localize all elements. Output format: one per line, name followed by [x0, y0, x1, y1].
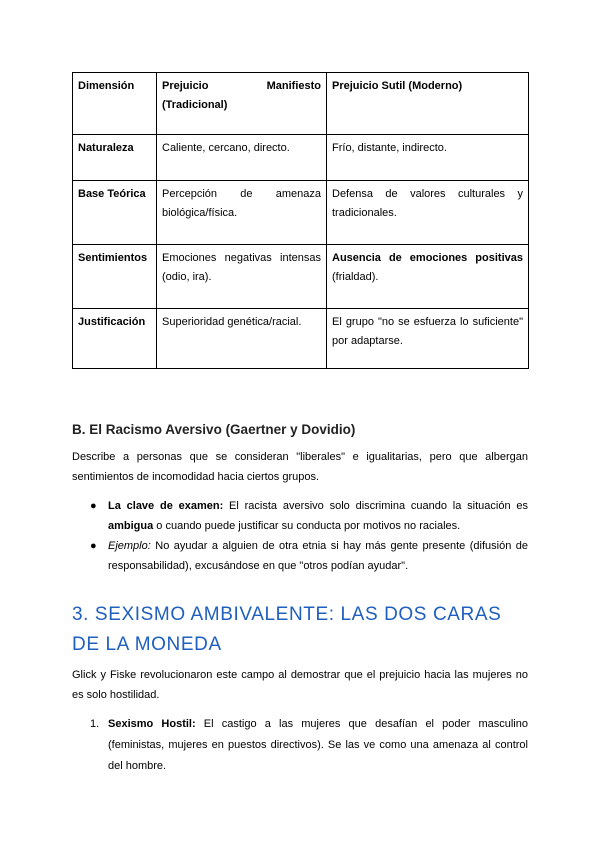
bullet-italic-lead: Ejemplo:: [108, 540, 151, 552]
bullet-icon: ●: [90, 500, 97, 512]
section-b-heading: B. El Racismo Aversivo (Gaertner y Dovidio): [72, 422, 356, 437]
section-3-heading: 3. SEXISMO AMBIVALENTE: LAS DOS CARAS DE LA MONEDA: [72, 604, 502, 655]
header-subtle: Prejuicio Sutil (Moderno): [327, 73, 529, 135]
manifest-cell: Superioridad genética/racial.: [157, 309, 327, 369]
row-label: Naturaleza: [73, 135, 157, 181]
section-b-intro: Describe a personas que se consideran "liberales" e igualitarias, pero que albergan sentimientos de incomodidad hacia ciertos grupos.: [72, 451, 528, 483]
prejudice-comparison-table: [72, 72, 529, 369]
item-text: El castigo a las mujeres que desafían el poder masculino (feministas, mujeres en puestos directivos). Se las ve como una amenaza al control del hombre.: [108, 718, 528, 772]
bullet-text-cont: o cuando puede justificar su conducta por motivos no raciales.: [153, 520, 461, 532]
subtle-cell: Frío, distante, indirecto.: [327, 135, 529, 181]
section-b-bullet-list: [72, 496, 528, 576]
manifest-cell: Caliente, cercano, directo.: [157, 135, 327, 181]
list-item: [72, 536, 528, 576]
bullet-icon: ●: [90, 540, 97, 552]
table-row: [73, 245, 529, 309]
row-label: Sentimientos: [73, 245, 157, 309]
header-dimension: Dimensión: [73, 73, 157, 135]
subtle-cell: Defensa de valores culturales y tradicionales.: [327, 181, 529, 245]
row-label: Justificación: [73, 309, 157, 369]
bullet-text: No ayudar a alguien de otra etnia si hay más gente presente (difusión de responsabilidad), excusándose en que "otros podían ayudar".: [108, 540, 528, 572]
table-row: [73, 181, 529, 245]
bullet-text: El racista aversivo solo discrimina cuando la situación es: [223, 500, 528, 512]
subtle-rest-text: (frialdad).: [332, 271, 379, 283]
subtle-cell: [327, 245, 529, 309]
bullet-bold-lead: La clave de examen:: [108, 500, 224, 512]
header-manifest-word1: Prejuicio: [162, 80, 209, 92]
subtle-cell: El grupo "no se esfuerza lo suficiente" por adaptarse.: [327, 309, 529, 369]
subtle-bold-text: Ausencia de emociones positivas: [332, 252, 523, 264]
header-manifest-line2: (Tradicional): [162, 99, 228, 111]
row-label: Base Teórica: [73, 181, 157, 245]
table-row: [73, 135, 529, 181]
list-item: [72, 714, 528, 777]
header-manifest-word2: Manifiesto: [266, 80, 321, 92]
table-header-row: [73, 73, 529, 135]
manifest-cell: Percepción de amenaza biológica/física.: [157, 181, 327, 245]
table-row: [73, 309, 529, 369]
section-3-intro: Glick y Fiske revolucionaron este campo al demostrar que el prejuicio hacia las mujeres no es solo hostilidad.: [72, 669, 528, 701]
item-bold-lead: Sexismo Hostil:: [108, 718, 196, 730]
manifest-cell: Emociones negativas intensas (odio, ira).: [157, 245, 327, 309]
list-item: [72, 496, 528, 536]
header-manifest: [157, 73, 327, 135]
bullet-bold-word: ambigua: [108, 520, 154, 532]
list-number: 1.: [90, 718, 100, 730]
section-3-numbered-list: [72, 714, 528, 777]
